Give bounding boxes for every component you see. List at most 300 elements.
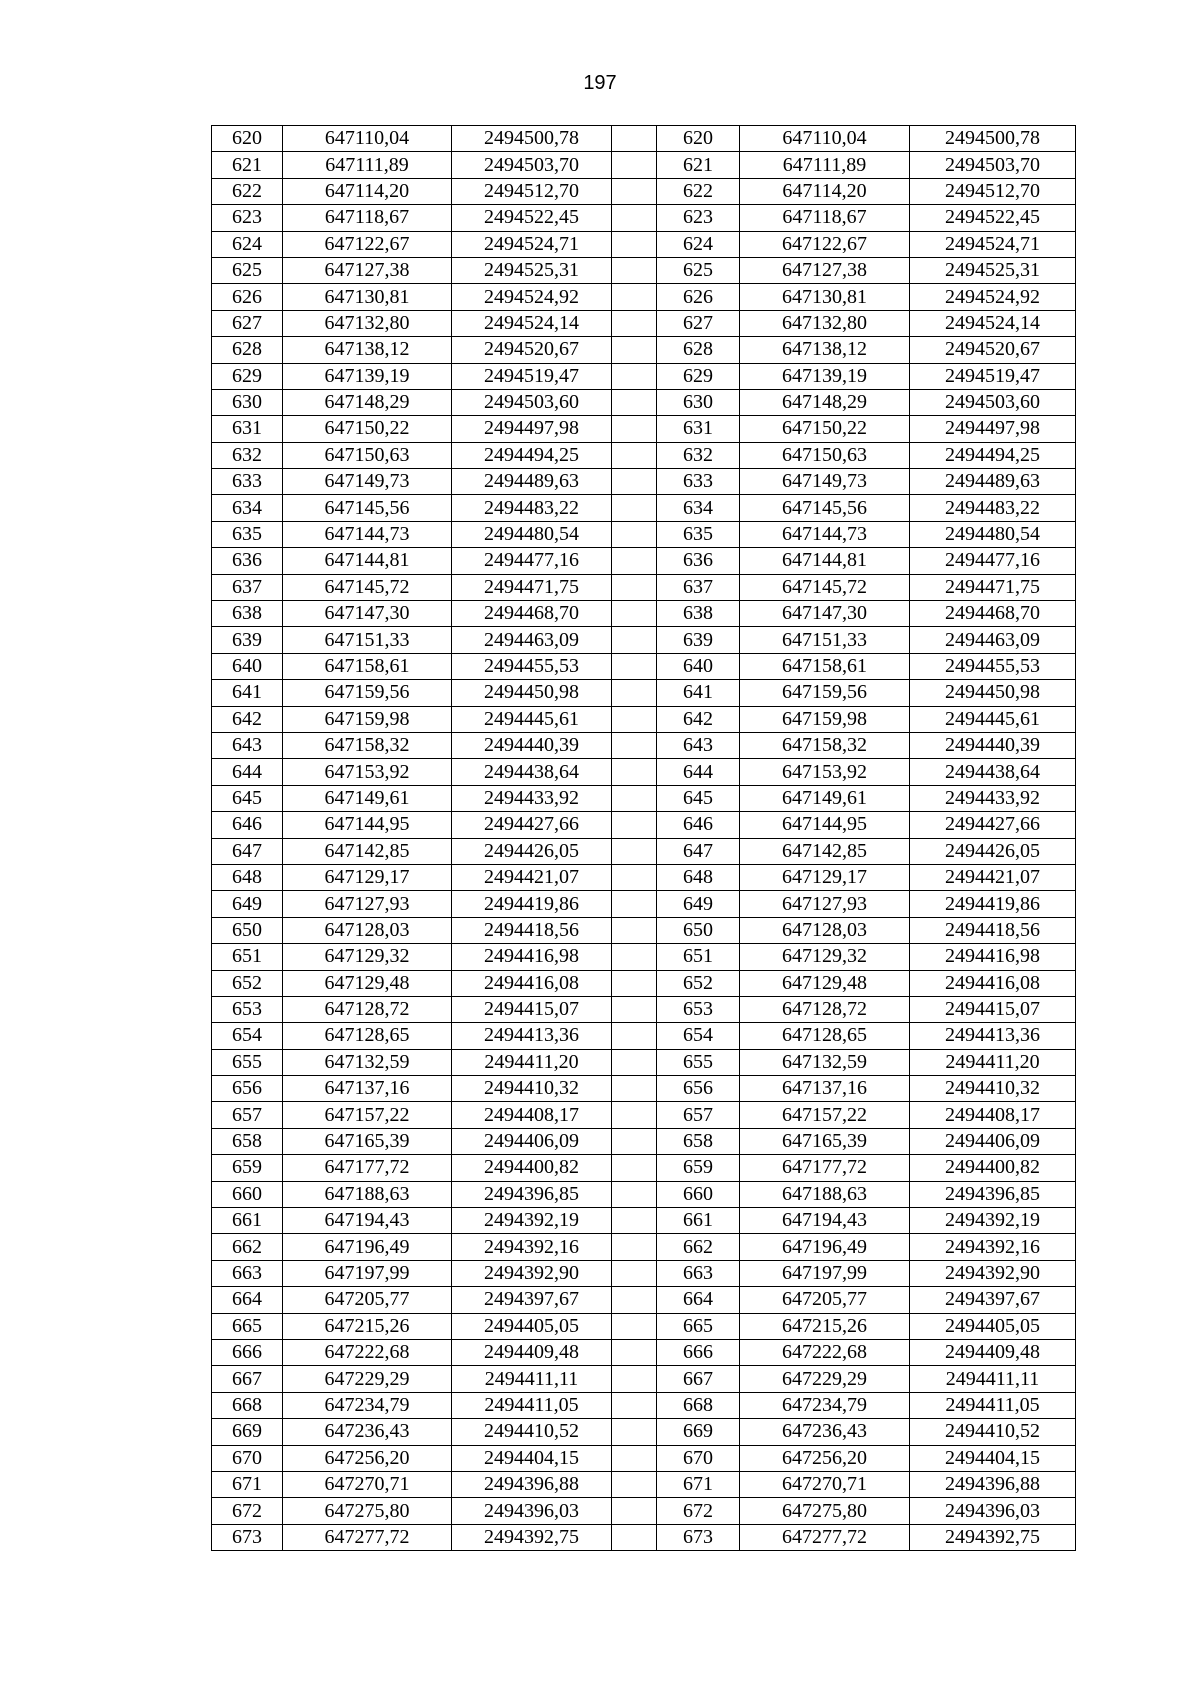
y-coordinate-cell: 2494522,45 <box>452 205 612 231</box>
point-number-cell-right: 673 <box>657 1524 740 1550</box>
point-number-cell: 627 <box>212 310 283 336</box>
y-coordinate-cell-right: 2494503,70 <box>910 152 1076 178</box>
y-coordinate-cell: 2494445,61 <box>452 706 612 732</box>
x-coordinate-cell: 647270,71 <box>283 1471 452 1497</box>
y-coordinate-cell-right: 2494524,71 <box>910 231 1076 257</box>
table-row <box>212 864 1076 890</box>
empty-cell <box>612 469 657 495</box>
y-coordinate-cell-right: 2494392,90 <box>910 1260 1076 1286</box>
y-coordinate-cell: 2494489,63 <box>452 469 612 495</box>
x-coordinate-cell-right: 647139,19 <box>740 363 910 389</box>
x-coordinate-cell-right: 647151,33 <box>740 627 910 653</box>
x-coordinate-cell: 647205,77 <box>283 1287 452 1313</box>
table-row <box>212 442 1076 468</box>
point-number-cell: 645 <box>212 785 283 811</box>
y-coordinate-cell-right: 2494416,08 <box>910 970 1076 996</box>
empty-cell <box>612 389 657 415</box>
y-coordinate-cell-right: 2494419,86 <box>910 891 1076 917</box>
x-coordinate-cell: 647157,22 <box>283 1102 452 1128</box>
table-row <box>212 970 1076 996</box>
point-number-cell: 673 <box>212 1524 283 1550</box>
x-coordinate-cell-right: 647110,04 <box>740 126 910 152</box>
y-coordinate-cell-right: 2494450,98 <box>910 680 1076 706</box>
y-coordinate-cell: 2494503,70 <box>452 152 612 178</box>
point-number-cell-right: 648 <box>657 864 740 890</box>
coordinates-table-body <box>212 126 1076 1551</box>
empty-cell <box>612 1102 657 1128</box>
point-number-cell: 658 <box>212 1128 283 1154</box>
point-number-cell: 657 <box>212 1102 283 1128</box>
y-coordinate-cell-right: 2494410,32 <box>910 1076 1076 1102</box>
empty-cell <box>612 1392 657 1418</box>
point-number-cell-right: 654 <box>657 1023 740 1049</box>
y-coordinate-cell-right: 2494392,75 <box>910 1524 1076 1550</box>
point-number-cell-right: 658 <box>657 1128 740 1154</box>
empty-cell <box>612 838 657 864</box>
table-row <box>212 521 1076 547</box>
table-row <box>212 284 1076 310</box>
point-number-cell: 636 <box>212 548 283 574</box>
y-coordinate-cell: 2494524,92 <box>452 284 612 310</box>
table-row <box>212 231 1076 257</box>
point-number-cell: 629 <box>212 363 283 389</box>
point-number-cell-right: 623 <box>657 205 740 231</box>
empty-cell <box>612 944 657 970</box>
empty-cell <box>612 970 657 996</box>
point-number-cell: 655 <box>212 1049 283 1075</box>
table-row <box>212 653 1076 679</box>
y-coordinate-cell: 2494483,22 <box>452 495 612 521</box>
x-coordinate-cell-right: 647197,99 <box>740 1260 910 1286</box>
table-row <box>212 1287 1076 1313</box>
point-number-cell-right: 645 <box>657 785 740 811</box>
point-number-cell-right: 625 <box>657 257 740 283</box>
y-coordinate-cell-right: 2494483,22 <box>910 495 1076 521</box>
x-coordinate-cell-right: 647145,72 <box>740 574 910 600</box>
empty-cell <box>612 548 657 574</box>
point-number-cell: 670 <box>212 1445 283 1471</box>
y-coordinate-cell: 2494410,52 <box>452 1419 612 1445</box>
point-number-cell-right: 647 <box>657 838 740 864</box>
table-row <box>212 759 1076 785</box>
x-coordinate-cell-right: 647275,80 <box>740 1498 910 1524</box>
point-number-cell-right: 629 <box>657 363 740 389</box>
empty-cell <box>612 1287 657 1313</box>
point-number-cell-right: 670 <box>657 1445 740 1471</box>
y-coordinate-cell: 2494392,75 <box>452 1524 612 1550</box>
x-coordinate-cell: 647197,99 <box>283 1260 452 1286</box>
x-coordinate-cell-right: 647127,38 <box>740 257 910 283</box>
y-coordinate-cell: 2494519,47 <box>452 363 612 389</box>
table-row <box>212 152 1076 178</box>
table-row <box>212 389 1076 415</box>
table-row <box>212 1023 1076 1049</box>
empty-cell <box>612 363 657 389</box>
point-number-cell-right: 669 <box>657 1419 740 1445</box>
x-coordinate-cell-right: 647158,32 <box>740 732 910 758</box>
y-coordinate-cell: 2494426,05 <box>452 838 612 864</box>
table-row <box>212 944 1076 970</box>
x-coordinate-cell: 647215,26 <box>283 1313 452 1339</box>
empty-cell <box>612 495 657 521</box>
x-coordinate-cell-right: 647194,43 <box>740 1208 910 1234</box>
y-coordinate-cell-right: 2494445,61 <box>910 706 1076 732</box>
y-coordinate-cell-right: 2494411,11 <box>910 1366 1076 1392</box>
point-number-cell-right: 664 <box>657 1287 740 1313</box>
table-row <box>212 1471 1076 1497</box>
point-number-cell: 652 <box>212 970 283 996</box>
y-coordinate-cell-right: 2494519,47 <box>910 363 1076 389</box>
x-coordinate-cell: 647277,72 <box>283 1524 452 1550</box>
x-coordinate-cell-right: 647111,89 <box>740 152 910 178</box>
y-coordinate-cell: 2494392,16 <box>452 1234 612 1260</box>
y-coordinate-cell: 2494400,82 <box>452 1155 612 1181</box>
y-coordinate-cell-right: 2494480,54 <box>910 521 1076 547</box>
x-coordinate-cell: 647111,89 <box>283 152 452 178</box>
point-number-cell-right: 620 <box>657 126 740 152</box>
empty-cell <box>612 416 657 442</box>
empty-cell <box>612 732 657 758</box>
x-coordinate-cell-right: 647222,68 <box>740 1339 910 1365</box>
y-coordinate-cell: 2494503,60 <box>452 389 612 415</box>
point-number-cell: 641 <box>212 680 283 706</box>
y-coordinate-cell: 2494410,32 <box>452 1076 612 1102</box>
point-number-cell: 623 <box>212 205 283 231</box>
empty-cell <box>612 257 657 283</box>
y-coordinate-cell: 2494480,54 <box>452 521 612 547</box>
y-coordinate-cell: 2494500,78 <box>452 126 612 152</box>
point-number-cell-right: 649 <box>657 891 740 917</box>
y-coordinate-cell-right: 2494438,64 <box>910 759 1076 785</box>
x-coordinate-cell: 647127,93 <box>283 891 452 917</box>
point-number-cell: 663 <box>212 1260 283 1286</box>
point-number-cell-right: 657 <box>657 1102 740 1128</box>
y-coordinate-cell-right: 2494477,16 <box>910 548 1076 574</box>
point-number-cell: 653 <box>212 996 283 1022</box>
point-number-cell-right: 643 <box>657 732 740 758</box>
y-coordinate-cell-right: 2494405,05 <box>910 1313 1076 1339</box>
y-coordinate-cell: 2494392,90 <box>452 1260 612 1286</box>
table-row <box>212 1498 1076 1524</box>
x-coordinate-cell: 647150,22 <box>283 416 452 442</box>
x-coordinate-cell-right: 647150,22 <box>740 416 910 442</box>
x-coordinate-cell-right: 647138,12 <box>740 337 910 363</box>
y-coordinate-cell: 2494497,98 <box>452 416 612 442</box>
y-coordinate-cell-right: 2494411,20 <box>910 1049 1076 1075</box>
point-number-cell-right: 659 <box>657 1155 740 1181</box>
y-coordinate-cell: 2494440,39 <box>452 732 612 758</box>
table-row <box>212 1313 1076 1339</box>
table-row <box>212 891 1076 917</box>
x-coordinate-cell: 647144,73 <box>283 521 452 547</box>
x-coordinate-cell: 647127,38 <box>283 257 452 283</box>
y-coordinate-cell: 2494433,92 <box>452 785 612 811</box>
table-row <box>212 601 1076 627</box>
table-row <box>212 495 1076 521</box>
point-number-cell: 631 <box>212 416 283 442</box>
point-number-cell: 635 <box>212 521 283 547</box>
x-coordinate-cell-right: 647150,63 <box>740 442 910 468</box>
x-coordinate-cell-right: 647159,56 <box>740 680 910 706</box>
x-coordinate-cell-right: 647144,81 <box>740 548 910 574</box>
x-coordinate-cell: 647132,59 <box>283 1049 452 1075</box>
x-coordinate-cell: 647234,79 <box>283 1392 452 1418</box>
empty-cell <box>612 1339 657 1365</box>
y-coordinate-cell: 2494411,11 <box>452 1366 612 1392</box>
point-number-cell: 650 <box>212 917 283 943</box>
point-number-cell-right: 632 <box>657 442 740 468</box>
x-coordinate-cell: 647132,80 <box>283 310 452 336</box>
point-number-cell: 648 <box>212 864 283 890</box>
x-coordinate-cell: 647128,65 <box>283 1023 452 1049</box>
y-coordinate-cell-right: 2494463,09 <box>910 627 1076 653</box>
table-row <box>212 1128 1076 1154</box>
y-coordinate-cell: 2494416,08 <box>452 970 612 996</box>
point-number-cell: 659 <box>212 1155 283 1181</box>
point-number-cell-right: 663 <box>657 1260 740 1286</box>
point-number-cell: 654 <box>212 1023 283 1049</box>
y-coordinate-cell: 2494411,05 <box>452 1392 612 1418</box>
y-coordinate-cell: 2494468,70 <box>452 601 612 627</box>
x-coordinate-cell: 647114,20 <box>283 178 452 204</box>
point-number-cell: 620 <box>212 126 283 152</box>
point-number-cell: 647 <box>212 838 283 864</box>
y-coordinate-cell-right: 2494415,07 <box>910 996 1076 1022</box>
point-number-cell-right: 642 <box>657 706 740 732</box>
y-coordinate-cell: 2494520,67 <box>452 337 612 363</box>
point-number-cell: 643 <box>212 732 283 758</box>
table-row <box>212 627 1076 653</box>
empty-cell <box>612 1498 657 1524</box>
x-coordinate-cell: 647153,92 <box>283 759 452 785</box>
point-number-cell-right: 661 <box>657 1208 740 1234</box>
x-coordinate-cell-right: 647148,29 <box>740 389 910 415</box>
point-number-cell: 622 <box>212 178 283 204</box>
table-row <box>212 337 1076 363</box>
x-coordinate-cell-right: 647270,71 <box>740 1471 910 1497</box>
empty-cell <box>612 574 657 600</box>
point-number-cell-right: 638 <box>657 601 740 627</box>
x-coordinate-cell: 647144,81 <box>283 548 452 574</box>
y-coordinate-cell: 2494405,05 <box>452 1313 612 1339</box>
table-row <box>212 838 1076 864</box>
empty-cell <box>612 1076 657 1102</box>
y-coordinate-cell-right: 2494418,56 <box>910 917 1076 943</box>
table-row <box>212 1155 1076 1181</box>
y-coordinate-cell: 2494463,09 <box>452 627 612 653</box>
y-coordinate-cell: 2494524,14 <box>452 310 612 336</box>
page-number: 197 <box>583 72 617 94</box>
empty-cell <box>612 1260 657 1286</box>
x-coordinate-cell-right: 647130,81 <box>740 284 910 310</box>
empty-cell <box>612 178 657 204</box>
empty-cell <box>612 231 657 257</box>
x-coordinate-cell: 647118,67 <box>283 205 452 231</box>
y-coordinate-cell-right: 2494396,88 <box>910 1471 1076 1497</box>
x-coordinate-cell: 647147,30 <box>283 601 452 627</box>
x-coordinate-cell: 647256,20 <box>283 1445 452 1471</box>
point-number-cell-right: 646 <box>657 812 740 838</box>
point-number-cell: 668 <box>212 1392 283 1418</box>
y-coordinate-cell: 2494455,53 <box>452 653 612 679</box>
x-coordinate-cell-right: 647196,49 <box>740 1234 910 1260</box>
x-coordinate-cell-right: 647144,73 <box>740 521 910 547</box>
point-number-cell-right: 660 <box>657 1181 740 1207</box>
x-coordinate-cell-right: 647128,03 <box>740 917 910 943</box>
x-coordinate-cell: 647122,67 <box>283 231 452 257</box>
x-coordinate-cell-right: 647205,77 <box>740 1287 910 1313</box>
y-coordinate-cell-right: 2494524,92 <box>910 284 1076 310</box>
x-coordinate-cell: 647110,04 <box>283 126 452 152</box>
empty-cell <box>612 996 657 1022</box>
y-coordinate-cell-right: 2494489,63 <box>910 469 1076 495</box>
x-coordinate-cell: 647137,16 <box>283 1076 452 1102</box>
y-coordinate-cell-right: 2494522,45 <box>910 205 1076 231</box>
table-row <box>212 257 1076 283</box>
y-coordinate-cell: 2494471,75 <box>452 574 612 600</box>
point-number-cell-right: 665 <box>657 1313 740 1339</box>
point-number-cell-right: 655 <box>657 1049 740 1075</box>
point-number-cell: 633 <box>212 469 283 495</box>
y-coordinate-cell-right: 2494525,31 <box>910 257 1076 283</box>
x-coordinate-cell-right: 647144,95 <box>740 812 910 838</box>
point-number-cell-right: 667 <box>657 1366 740 1392</box>
y-coordinate-cell-right: 2494524,14 <box>910 310 1076 336</box>
x-coordinate-cell: 647177,72 <box>283 1155 452 1181</box>
point-number-cell-right: 621 <box>657 152 740 178</box>
empty-cell <box>612 1208 657 1234</box>
point-number-cell-right: 633 <box>657 469 740 495</box>
x-coordinate-cell-right: 647129,17 <box>740 864 910 890</box>
empty-cell <box>612 310 657 336</box>
table-row <box>212 1366 1076 1392</box>
point-number-cell-right: 671 <box>657 1471 740 1497</box>
y-coordinate-cell: 2494477,16 <box>452 548 612 574</box>
empty-cell <box>612 152 657 178</box>
x-coordinate-cell: 647129,17 <box>283 864 452 890</box>
y-coordinate-cell-right: 2494400,82 <box>910 1155 1076 1181</box>
x-coordinate-cell-right: 647142,85 <box>740 838 910 864</box>
point-number-cell-right: 635 <box>657 521 740 547</box>
point-number-cell: 626 <box>212 284 283 310</box>
x-coordinate-cell-right: 647137,16 <box>740 1076 910 1102</box>
point-number-cell-right: 634 <box>657 495 740 521</box>
y-coordinate-cell-right: 2494440,39 <box>910 732 1076 758</box>
y-coordinate-cell-right: 2494471,75 <box>910 574 1076 600</box>
x-coordinate-cell-right: 647118,67 <box>740 205 910 231</box>
y-coordinate-cell-right: 2494468,70 <box>910 601 1076 627</box>
point-number-cell: 661 <box>212 1208 283 1234</box>
y-coordinate-cell: 2494396,85 <box>452 1181 612 1207</box>
y-coordinate-cell: 2494392,19 <box>452 1208 612 1234</box>
table-row <box>212 310 1076 336</box>
empty-cell <box>612 1128 657 1154</box>
point-number-cell-right: 628 <box>657 337 740 363</box>
y-coordinate-cell-right: 2494413,36 <box>910 1023 1076 1049</box>
y-coordinate-cell: 2494427,66 <box>452 812 612 838</box>
point-number-cell-right: 630 <box>657 389 740 415</box>
point-number-cell: 638 <box>212 601 283 627</box>
table-row <box>212 1102 1076 1128</box>
table-row <box>212 996 1076 1022</box>
point-number-cell: 669 <box>212 1419 283 1445</box>
point-number-cell: 671 <box>212 1471 283 1497</box>
table-row <box>212 1339 1076 1365</box>
y-coordinate-cell-right: 2494520,67 <box>910 337 1076 363</box>
table-row <box>212 205 1076 231</box>
y-coordinate-cell: 2494415,07 <box>452 996 612 1022</box>
table-row <box>212 680 1076 706</box>
y-coordinate-cell: 2494408,17 <box>452 1102 612 1128</box>
table-row <box>212 1181 1076 1207</box>
point-number-cell: 656 <box>212 1076 283 1102</box>
table-row <box>212 785 1076 811</box>
point-number-cell: 639 <box>212 627 283 653</box>
y-coordinate-cell-right: 2494416,98 <box>910 944 1076 970</box>
table-row <box>212 706 1076 732</box>
point-number-cell-right: 622 <box>657 178 740 204</box>
table-row <box>212 812 1076 838</box>
empty-cell <box>612 1524 657 1550</box>
empty-cell <box>612 759 657 785</box>
empty-cell <box>612 126 657 152</box>
empty-cell <box>612 864 657 890</box>
point-number-cell-right: 641 <box>657 680 740 706</box>
y-coordinate-cell: 2494396,88 <box>452 1471 612 1497</box>
x-coordinate-cell-right: 647165,39 <box>740 1128 910 1154</box>
point-number-cell-right: 631 <box>657 416 740 442</box>
empty-cell <box>612 601 657 627</box>
x-coordinate-cell: 647129,32 <box>283 944 452 970</box>
y-coordinate-cell-right: 2494397,67 <box>910 1287 1076 1313</box>
table-row <box>212 1049 1076 1075</box>
point-number-cell-right: 640 <box>657 653 740 679</box>
point-number-cell: 651 <box>212 944 283 970</box>
point-number-cell: 624 <box>212 231 283 257</box>
x-coordinate-cell-right: 647256,20 <box>740 1445 910 1471</box>
table-row <box>212 416 1076 442</box>
x-coordinate-cell-right: 647149,73 <box>740 469 910 495</box>
point-number-cell: 665 <box>212 1313 283 1339</box>
table-row <box>212 1445 1076 1471</box>
empty-cell <box>612 337 657 363</box>
point-number-cell: 672 <box>212 1498 283 1524</box>
y-coordinate-cell-right: 2494404,15 <box>910 1445 1076 1471</box>
x-coordinate-cell-right: 647128,65 <box>740 1023 910 1049</box>
x-coordinate-cell: 647130,81 <box>283 284 452 310</box>
y-coordinate-cell-right: 2494455,53 <box>910 653 1076 679</box>
table-row <box>212 126 1076 152</box>
table-row <box>212 1234 1076 1260</box>
table-row <box>212 1392 1076 1418</box>
empty-cell <box>612 1181 657 1207</box>
x-coordinate-cell: 647145,72 <box>283 574 452 600</box>
point-number-cell-right: 644 <box>657 759 740 785</box>
empty-cell <box>612 1234 657 1260</box>
empty-cell <box>612 1049 657 1075</box>
point-number-cell-right: 653 <box>657 996 740 1022</box>
x-coordinate-cell-right: 647114,20 <box>740 178 910 204</box>
x-coordinate-cell-right: 647177,72 <box>740 1155 910 1181</box>
x-coordinate-cell-right: 647277,72 <box>740 1524 910 1550</box>
empty-cell <box>612 1313 657 1339</box>
point-number-cell: 662 <box>212 1234 283 1260</box>
point-number-cell: 667 <box>212 1366 283 1392</box>
x-coordinate-cell-right: 647129,48 <box>740 970 910 996</box>
x-coordinate-cell: 647188,63 <box>283 1181 452 1207</box>
x-coordinate-cell-right: 647149,61 <box>740 785 910 811</box>
point-number-cell-right: 636 <box>657 548 740 574</box>
